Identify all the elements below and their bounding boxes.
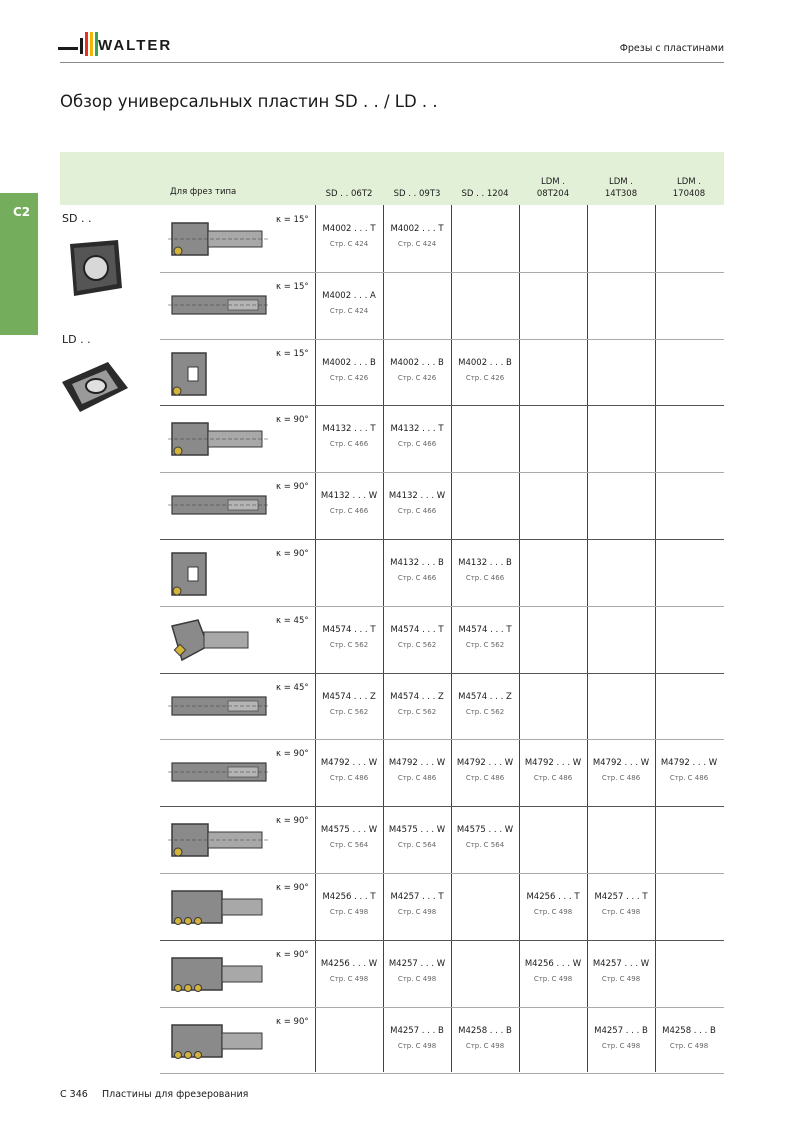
kappa-angle: κ = 90° bbox=[276, 1017, 309, 1027]
page-reference[interactable]: Стр. C 424 bbox=[397, 240, 437, 248]
table-cell bbox=[451, 825, 519, 849]
cutter-code[interactable]: M4002 . . . T bbox=[322, 224, 376, 234]
cutter-code[interactable]: M4257 . . . W bbox=[592, 959, 650, 969]
page-reference[interactable]: Стр. C 486 bbox=[533, 774, 573, 782]
column-header-6 bbox=[655, 176, 723, 200]
page-reference[interactable]: Стр. C 562 bbox=[397, 641, 437, 649]
kappa-angle: κ = 90° bbox=[276, 549, 309, 559]
table-cell bbox=[655, 1026, 723, 1050]
page-reference[interactable]: Стр. C 562 bbox=[329, 708, 369, 716]
table-cell bbox=[315, 758, 383, 782]
column-header-line2: 170408 bbox=[672, 189, 706, 199]
column-header-line2: 08T204 bbox=[536, 189, 570, 199]
table-cell bbox=[383, 491, 451, 515]
cutter-code[interactable]: M4132 . . . W bbox=[388, 491, 446, 501]
row-divider bbox=[160, 940, 724, 941]
cutter-image bbox=[168, 683, 268, 737]
column-divider bbox=[519, 205, 520, 1072]
column-header-type: Для фрез типа bbox=[170, 187, 237, 197]
table-cell bbox=[383, 224, 451, 248]
table-cell bbox=[519, 758, 587, 782]
table-cell bbox=[383, 758, 451, 782]
cutter-code[interactable]: M4256 . . . W bbox=[320, 959, 378, 969]
page-reference[interactable]: Стр. C 498 bbox=[601, 908, 641, 916]
cutter-code[interactable]: M4132 . . . B bbox=[458, 558, 512, 568]
page-reference[interactable]: Стр. C 498 bbox=[533, 975, 573, 983]
column-divider bbox=[587, 205, 588, 1072]
table-cell bbox=[383, 892, 451, 916]
page-reference[interactable]: Стр. C 424 bbox=[329, 307, 369, 315]
cutter-code[interactable]: M4574 . . . T bbox=[458, 625, 512, 635]
cutter-image bbox=[168, 349, 268, 403]
page-reference[interactable]: Стр. C 426 bbox=[329, 374, 369, 382]
table-cell bbox=[655, 758, 723, 782]
page-reference[interactable]: Стр. C 498 bbox=[533, 908, 573, 916]
row-divider bbox=[160, 873, 724, 874]
section-tab-label: C2 bbox=[13, 205, 31, 219]
table-cell bbox=[451, 358, 519, 382]
page-reference[interactable]: Стр. C 498 bbox=[601, 1042, 641, 1050]
row-divider bbox=[160, 606, 724, 607]
kappa-angle: κ = 90° bbox=[276, 415, 309, 425]
column-header-line2: 14T308 bbox=[604, 189, 638, 199]
kappa-angle: κ = 90° bbox=[276, 482, 309, 492]
table-cell bbox=[315, 224, 383, 248]
insert-label-ld: LD . . bbox=[62, 333, 91, 346]
row-divider bbox=[160, 405, 724, 406]
cutter-code[interactable]: M4258 . . . B bbox=[458, 1026, 512, 1036]
page-reference[interactable]: Стр. C 564 bbox=[397, 841, 437, 849]
row-divider bbox=[160, 806, 724, 807]
table-cell bbox=[587, 758, 655, 782]
column-header-line2: SD . . 06T2 bbox=[325, 189, 373, 199]
table-cell bbox=[451, 1026, 519, 1050]
column-header-2 bbox=[383, 188, 451, 200]
cutter-code[interactable]: M4256 . . . T bbox=[526, 892, 580, 902]
column-header-4 bbox=[519, 176, 587, 200]
kappa-angle: κ = 15° bbox=[276, 282, 309, 292]
cutter-image bbox=[168, 616, 268, 670]
cutter-code[interactable]: M4132 . . . W bbox=[320, 491, 378, 501]
cutter-code[interactable]: M4132 . . . T bbox=[390, 424, 444, 434]
page-reference[interactable]: Стр. C 486 bbox=[669, 774, 709, 782]
cutter-code[interactable]: M4574 . . . Z bbox=[458, 692, 512, 702]
cutter-image bbox=[168, 950, 268, 1004]
table-cell bbox=[383, 625, 451, 649]
cutter-code[interactable]: M4132 . . . B bbox=[390, 558, 444, 568]
table-cell bbox=[587, 892, 655, 916]
kappa-angle: κ = 90° bbox=[276, 816, 309, 826]
logo-wordmark: WALTER bbox=[98, 37, 173, 54]
cutter-code[interactable]: M4574 . . . Z bbox=[390, 692, 444, 702]
page-reference[interactable]: Стр. C 486 bbox=[465, 774, 505, 782]
table-cell bbox=[451, 758, 519, 782]
cutter-code[interactable]: M4792 . . . W bbox=[660, 758, 718, 768]
cutter-code[interactable]: M4575 . . . W bbox=[320, 825, 378, 835]
cutter-code[interactable]: M4002 . . . B bbox=[458, 358, 512, 368]
table-cell bbox=[587, 1026, 655, 1050]
page-reference[interactable]: Стр. C 498 bbox=[329, 908, 369, 916]
cutter-code[interactable]: M4002 . . . B bbox=[322, 358, 376, 368]
page-reference[interactable]: Стр. C 562 bbox=[329, 641, 369, 649]
column-divider bbox=[655, 205, 656, 1072]
cutter-image bbox=[168, 1017, 268, 1071]
page-reference[interactable]: Стр. C 486 bbox=[601, 774, 641, 782]
cutter-code[interactable]: M4002 . . . T bbox=[390, 224, 444, 234]
table-cell bbox=[315, 291, 383, 315]
page-reference[interactable]: Стр. C 486 bbox=[397, 774, 437, 782]
cutter-code[interactable]: M4257 . . . B bbox=[390, 1026, 444, 1036]
page-reference[interactable]: Стр. C 564 bbox=[329, 841, 369, 849]
table-cell bbox=[451, 558, 519, 582]
table-cell bbox=[315, 358, 383, 382]
cutter-code[interactable]: M4002 . . . A bbox=[322, 291, 376, 301]
row-divider bbox=[160, 739, 724, 740]
insert-ld-image bbox=[58, 358, 130, 414]
insert-label-sd: SD . . bbox=[62, 212, 92, 225]
column-header-1 bbox=[315, 188, 383, 200]
page-title: Обзор универсальных пластин SD . . / LD . . bbox=[60, 92, 438, 111]
section-title: Фрезы с пластинами bbox=[619, 43, 724, 54]
cutter-image bbox=[168, 749, 268, 803]
table-cell bbox=[587, 959, 655, 983]
table-cell bbox=[383, 959, 451, 983]
row-divider bbox=[160, 1073, 724, 1074]
page-reference[interactable]: Стр. C 498 bbox=[669, 1042, 709, 1050]
column-header-line2: SD . . 1204 bbox=[461, 189, 509, 199]
cutter-code[interactable]: M4258 . . . B bbox=[662, 1026, 716, 1036]
kappa-angle: κ = 45° bbox=[276, 616, 309, 626]
cutter-code[interactable]: M4574 . . . Z bbox=[322, 692, 376, 702]
kappa-angle: κ = 90° bbox=[276, 883, 309, 893]
table-cell bbox=[315, 491, 383, 515]
cutter-code[interactable]: M4792 . . . W bbox=[524, 758, 582, 768]
table-cell bbox=[383, 825, 451, 849]
row-divider bbox=[160, 272, 724, 273]
column-header-line2: SD . . 09T3 bbox=[393, 189, 441, 199]
table-cell bbox=[315, 892, 383, 916]
row-divider bbox=[160, 472, 724, 473]
row-divider bbox=[160, 539, 724, 540]
kappa-angle: κ = 15° bbox=[276, 215, 309, 225]
table-cell bbox=[315, 959, 383, 983]
page-reference[interactable]: Стр. C 466 bbox=[397, 507, 437, 515]
page-reference[interactable]: Стр. C 562 bbox=[465, 708, 505, 716]
insert-sd-image bbox=[60, 236, 126, 302]
kappa-angle: κ = 45° bbox=[276, 683, 309, 693]
page-reference[interactable]: Стр. C 498 bbox=[397, 1042, 437, 1050]
page-reference[interactable]: Стр. C 498 bbox=[397, 975, 437, 983]
table-cell bbox=[519, 959, 587, 983]
cutter-code[interactable]: M4792 . . . W bbox=[320, 758, 378, 768]
cutter-code[interactable]: M4792 . . . W bbox=[388, 758, 446, 768]
row-divider bbox=[160, 339, 724, 340]
cutter-code[interactable]: M4002 . . . B bbox=[390, 358, 444, 368]
table-cell bbox=[451, 625, 519, 649]
cutter-image bbox=[168, 282, 268, 336]
cutter-code[interactable]: M4256 . . . T bbox=[322, 892, 376, 902]
cutter-code[interactable]: M4574 . . . T bbox=[322, 625, 376, 635]
page-reference[interactable]: Стр. C 466 bbox=[465, 574, 505, 582]
table-cell bbox=[519, 892, 587, 916]
cutter-image bbox=[168, 482, 268, 536]
kappa-angle: κ = 90° bbox=[276, 950, 309, 960]
cutter-code[interactable]: M4256 . . . W bbox=[524, 959, 582, 969]
table-cell bbox=[315, 825, 383, 849]
cutter-code[interactable]: M4257 . . . T bbox=[390, 892, 444, 902]
column-header-5 bbox=[587, 176, 655, 200]
page-number: C 346 bbox=[60, 1089, 88, 1100]
row-divider bbox=[160, 673, 724, 674]
table-cell bbox=[383, 558, 451, 582]
page-reference[interactable]: Стр. C 562 bbox=[465, 641, 505, 649]
page-reference[interactable]: Стр. C 424 bbox=[329, 240, 369, 248]
table-cell bbox=[383, 692, 451, 716]
page-reference[interactable]: Стр. C 466 bbox=[397, 574, 437, 582]
page-reference[interactable]: Стр. C 426 bbox=[465, 374, 505, 382]
column-header-line1: LDM . bbox=[676, 177, 702, 187]
cutter-code[interactable]: M4574 . . . T bbox=[390, 625, 444, 635]
table-cell bbox=[315, 424, 383, 448]
cutter-code[interactable]: M4257 . . . B bbox=[594, 1026, 648, 1036]
table-cell bbox=[315, 625, 383, 649]
cutter-image bbox=[168, 549, 268, 603]
page-reference[interactable]: Стр. C 466 bbox=[397, 440, 437, 448]
footer-title: Пластины для фрезерования bbox=[102, 1089, 249, 1100]
table-cell bbox=[383, 1026, 451, 1050]
page-reference[interactable]: Стр. C 426 bbox=[397, 374, 437, 382]
cutter-image bbox=[168, 415, 268, 469]
page-reference[interactable]: Стр. C 564 bbox=[465, 841, 505, 849]
table-cell bbox=[315, 692, 383, 716]
table-cell bbox=[451, 692, 519, 716]
cutter-code[interactable]: M4575 . . . W bbox=[456, 825, 514, 835]
column-header-line1: LDM . bbox=[540, 177, 566, 187]
row-divider bbox=[160, 1007, 724, 1008]
table-cell bbox=[383, 358, 451, 382]
cutter-code[interactable]: M4792 . . . W bbox=[456, 758, 514, 768]
cutter-code[interactable]: M4257 . . . W bbox=[388, 959, 446, 969]
page-reference[interactable]: Стр. C 498 bbox=[465, 1042, 505, 1050]
page-reference[interactable]: Стр. C 486 bbox=[329, 774, 369, 782]
cutter-code[interactable]: M4132 . . . T bbox=[322, 424, 376, 434]
page-reference[interactable]: Стр. C 498 bbox=[601, 975, 641, 983]
column-header-line1: LDM . bbox=[608, 177, 634, 187]
page-reference[interactable]: Стр. C 466 bbox=[329, 440, 369, 448]
page-reference[interactable]: Стр. C 498 bbox=[329, 975, 369, 983]
table-cell bbox=[383, 424, 451, 448]
page-reference[interactable]: Стр. C 562 bbox=[397, 708, 437, 716]
cutter-image bbox=[168, 883, 268, 937]
kappa-angle: κ = 15° bbox=[276, 349, 309, 359]
cutter-code[interactable]: M4792 . . . W bbox=[592, 758, 650, 768]
page-reference[interactable]: Стр. C 498 bbox=[397, 908, 437, 916]
column-header-3 bbox=[451, 188, 519, 200]
cutter-image bbox=[168, 215, 268, 269]
kappa-angle: κ = 90° bbox=[276, 749, 309, 759]
cutter-image bbox=[168, 816, 268, 870]
cutter-code[interactable]: M4575 . . . W bbox=[388, 825, 446, 835]
cutter-code[interactable]: M4257 . . . T bbox=[594, 892, 648, 902]
header-divider bbox=[60, 62, 724, 63]
page-reference[interactable]: Стр. C 466 bbox=[329, 507, 369, 515]
